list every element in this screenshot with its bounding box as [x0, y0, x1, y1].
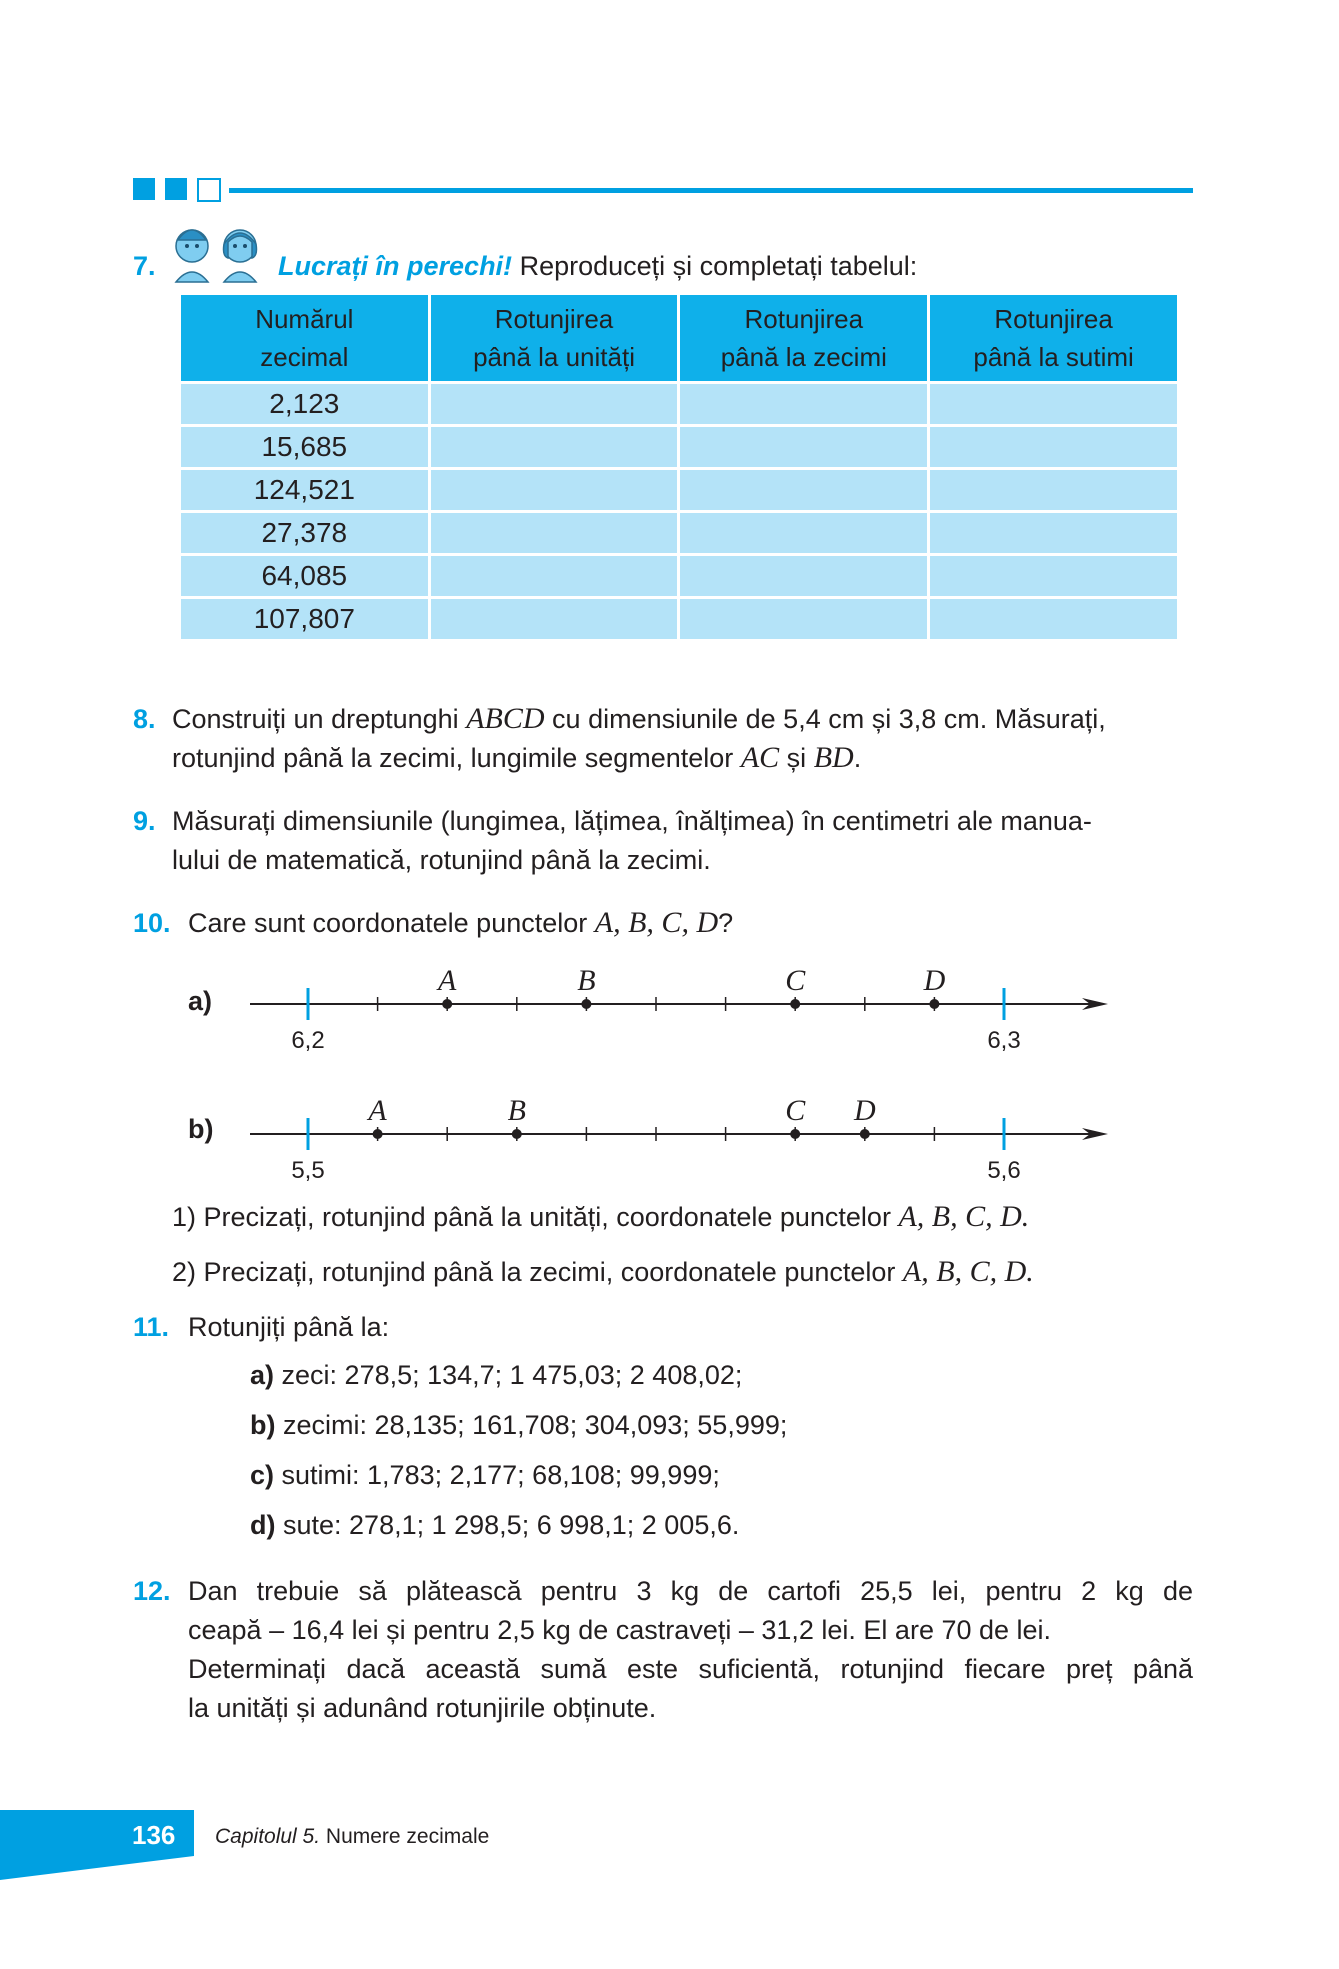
table-cell-empty — [679, 469, 929, 512]
header-square-filled-2 — [165, 178, 187, 200]
table-cell-number: 27,378 — [180, 512, 430, 555]
ex10-number: 10. — [133, 908, 171, 938]
ex7-instruction — [278, 247, 917, 285]
point-a-label: A — [438, 964, 457, 997]
numberline-b-label: b) — [188, 1114, 214, 1144]
table-row — [180, 555, 1179, 598]
table-row — [180, 469, 1179, 512]
ex9-line-1: Măsurați dimensiunile (lungimea, lățimea, înălțimea) în centimetri ale manua- — [172, 806, 1092, 836]
table-cell-number: 2,123 — [180, 383, 430, 426]
ex7-heading — [133, 247, 156, 285]
table-cell-empty — [679, 383, 929, 426]
page-number: 136 — [132, 1820, 176, 1850]
axis-end-label: 5,6 — [987, 1157, 1021, 1184]
table-cell-empty — [429, 469, 679, 512]
axis-start-label: 6,2 — [291, 1027, 325, 1054]
ex11-number: 11. — [133, 1312, 170, 1342]
axis-end-label: 6,3 — [987, 1027, 1021, 1054]
table-cell-empty — [679, 512, 929, 555]
point-d-label: D — [923, 964, 946, 997]
footer-chapter: Capitolul 5. Numere zecimale — [215, 1825, 490, 1848]
table-cell-empty — [929, 426, 1179, 469]
table-cell-empty — [679, 598, 929, 641]
point-b-label: B — [507, 1094, 526, 1127]
ex12-number: 12. — [133, 1576, 171, 1606]
point-a-dot — [442, 999, 452, 1009]
number-line-b — [0, 1080, 1339, 1190]
point-c-dot — [790, 999, 800, 1009]
ex10-question: Care sunt coordonatele punctelor A, B, C, D? — [188, 906, 734, 939]
point-c-dot — [790, 1129, 800, 1139]
table-cell-number: 107,807 — [180, 598, 430, 641]
ex11-text: Rotunjiți până la: — [188, 1312, 390, 1342]
table-header-cell: Numărul zecimal — [180, 294, 430, 383]
ex9-number: 9. — [133, 806, 156, 836]
table-cell-empty — [929, 555, 1179, 598]
table-row — [180, 383, 1179, 426]
table-header-cell: Rotunjirea până la sutimi — [929, 294, 1179, 383]
ex10-subquestion-2: 2) Precizați, rotunjind până la zecimi, coordonatele punctelor A, B, C, D. — [172, 1255, 1034, 1288]
ex7-number: 7. — [133, 251, 156, 281]
table-cell-empty — [429, 383, 679, 426]
table-cell-number: 15,685 — [180, 426, 430, 469]
table-cell-empty — [929, 383, 1179, 426]
axis-start-label: 5,5 — [291, 1157, 325, 1184]
point-d-label: D — [853, 1094, 876, 1127]
table-cell-empty — [929, 598, 1179, 641]
ex10-subquestion-1: 1) Precizați, rotunjind până la unități, coordonatele punctelor A, B, C, D. — [172, 1200, 1030, 1233]
table-cell-empty — [929, 469, 1179, 512]
table-header-cell: Rotunjirea până la unități — [429, 294, 679, 383]
pair-children-icon — [168, 222, 266, 284]
point-a-label: A — [368, 1094, 387, 1127]
ex7-text: Reproduceți și completați tabelul: — [519, 251, 918, 281]
point-c-label: C — [785, 1094, 806, 1127]
ex11-item-a: a) zeci: 278,5; 134,7; 1 475,03; 2 408,02; — [250, 1360, 743, 1390]
point-b-label: B — [577, 964, 596, 997]
header-square-filled-1 — [133, 178, 155, 200]
point-d-dot — [929, 999, 939, 1009]
table-cell-empty — [429, 512, 679, 555]
table-header-row — [180, 294, 1179, 383]
point-a-dot — [373, 1129, 383, 1139]
ex8-line-1: Construiți un dreptunghi ABCD cu dimensiunile de 5,4 cm și 3,8 cm. Măsurați, — [172, 702, 1106, 735]
ex7-lead: Lucrați în perechi! — [278, 251, 513, 281]
point-b-dot — [512, 1129, 522, 1139]
ex8-number: 8. — [133, 704, 156, 734]
point-d-dot — [860, 1129, 870, 1139]
ex9-line-2: lului de matematică, rotunjind până la zecimi. — [172, 845, 711, 875]
table-cell-number: 124,521 — [180, 469, 430, 512]
table-row — [180, 598, 1179, 641]
ex8-line-2: rotunjind până la zecimi, lungimile segmentelor AC și BD. — [172, 741, 862, 774]
ex11-item-b: b) zecimi: 28,135; 161,708; 304,093; 55,999; — [250, 1410, 788, 1440]
point-b-dot — [581, 999, 591, 1009]
point-c-label: C — [785, 964, 806, 997]
ex8-var-abcd: ABCD — [466, 702, 545, 735]
header-square-empty — [197, 178, 221, 202]
table-cell-empty — [929, 512, 1179, 555]
table-cell-empty — [679, 555, 929, 598]
header-rule — [229, 188, 1193, 193]
ex12-line-1: Dan trebuie să plătească pentru 3 kg de cartofi 25,5 lei, pentru 2 kg de — [188, 1576, 1193, 1606]
table-header-cell: Rotunjirea până la zecimi — [679, 294, 929, 383]
table-cell-empty — [429, 598, 679, 641]
ex12-line-3: Determinați dacă această sumă este suficientă, rotunjind fiecare preț până — [188, 1654, 1193, 1684]
ex12-line-2: ceapă – 16,4 lei și pentru 2,5 kg de castraveți – 31,2 lei. El are 70 de lei. — [188, 1615, 1052, 1645]
numberline-a-label: a) — [188, 986, 213, 1016]
table-row — [180, 426, 1179, 469]
ex11-item-d: d) sute: 278,1; 1 298,5; 6 998,1; 2 005,6. — [250, 1510, 740, 1540]
ex12-line-4: la unități și adunând rotunjirile obținute. — [188, 1693, 657, 1723]
table-row — [180, 512, 1179, 555]
table-cell-empty — [679, 426, 929, 469]
table-cell-number: 64,085 — [180, 555, 430, 598]
table-cell-empty — [429, 426, 679, 469]
table-cell-empty — [429, 555, 679, 598]
rounding-table — [178, 292, 1180, 642]
ex11-item-c: c) sutimi: 1,783; 2,177; 68,108; 99,999; — [250, 1460, 720, 1490]
number-line-a — [0, 950, 1339, 1060]
